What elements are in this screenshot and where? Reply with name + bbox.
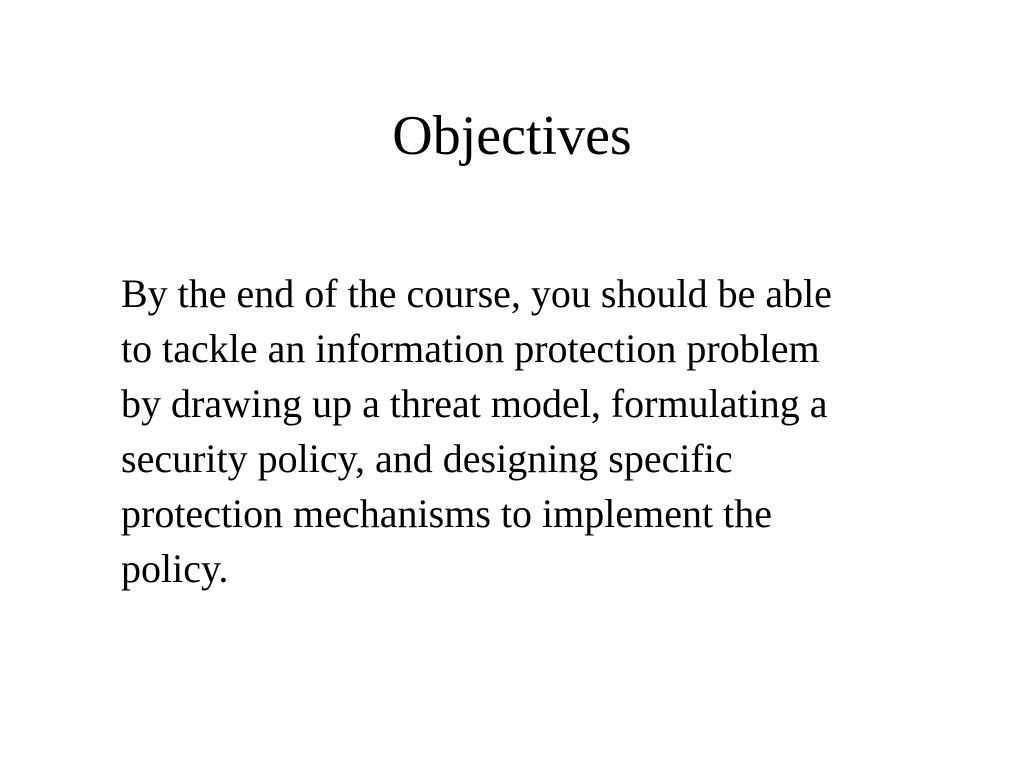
slide-title: Objectives [392, 105, 632, 167]
body-line: By the end of the course, you should be able [121, 271, 832, 316]
slide-body-text [121, 266, 957, 596]
body-line: protection mechanisms to implement the [121, 491, 772, 536]
body-line: security policy, and designing specific [121, 436, 733, 481]
body-line: policy. [121, 546, 229, 591]
body-line: to tackle an information protection problem [121, 326, 820, 371]
body-line: by drawing up a threat model, formulating a [121, 381, 828, 426]
